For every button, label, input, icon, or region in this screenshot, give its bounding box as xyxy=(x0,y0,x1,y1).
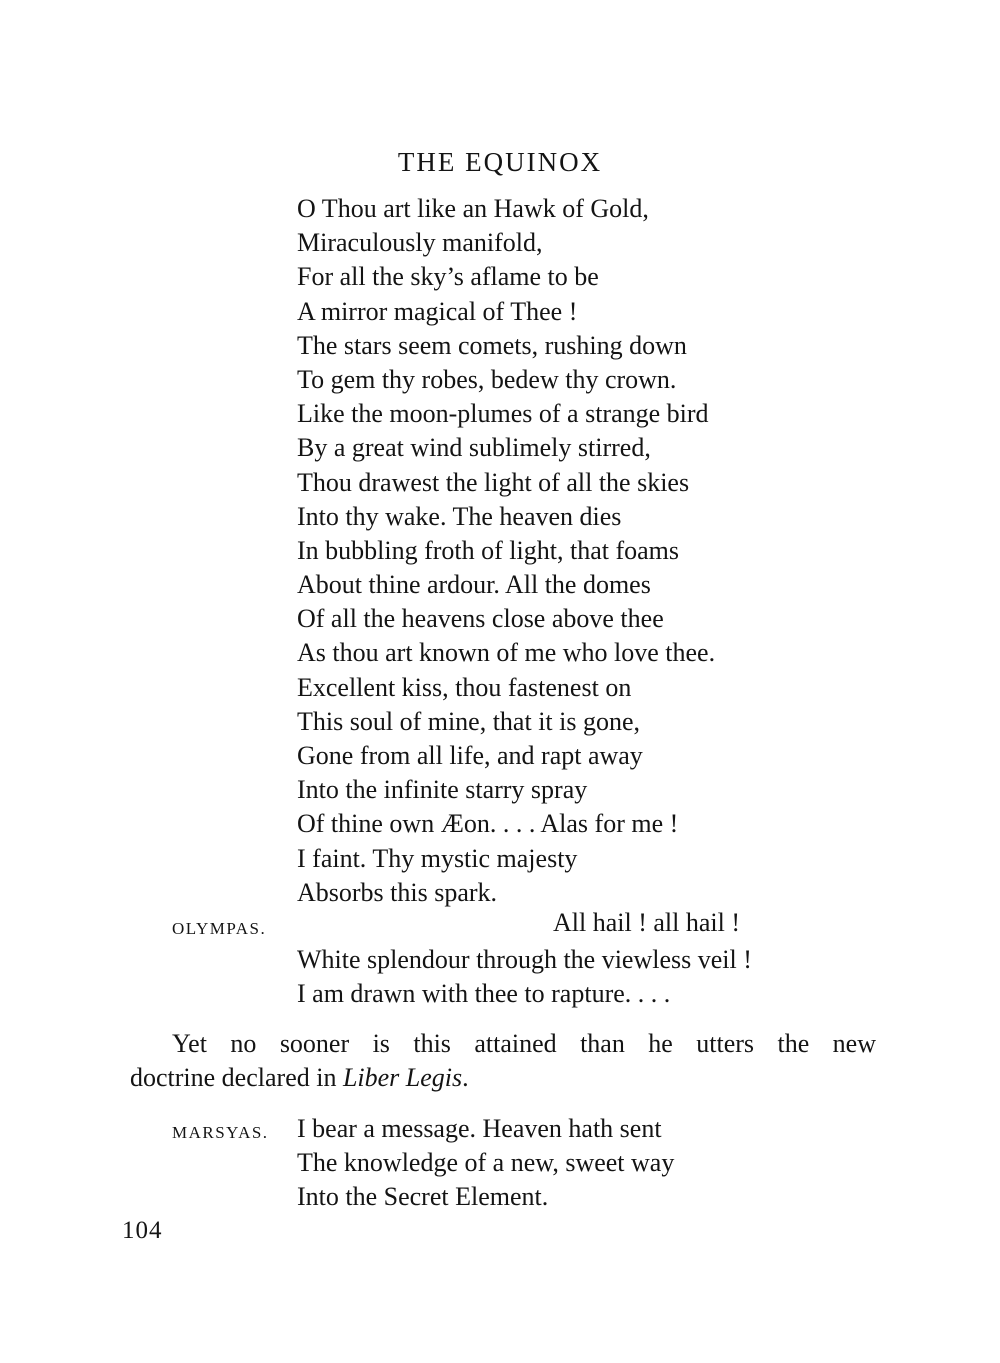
verse-line: To gem thy robes, bedew thy crown. xyxy=(297,364,677,394)
verse-line: White splendour through the viewless veil ! xyxy=(297,945,752,974)
olympas-reply xyxy=(297,943,917,1011)
page-number: 104 xyxy=(122,1217,163,1244)
prose-text: . xyxy=(462,1063,469,1093)
verse-line: Into the infinite starry spray xyxy=(297,775,588,805)
verse-line: The knowledge of a new, sweet way xyxy=(297,1148,675,1178)
olympas-hail: All hail ! all hail ! xyxy=(553,908,741,937)
verse-line: Thou drawest the light of all the skies xyxy=(297,467,690,497)
prose-text: doctrine declared in xyxy=(130,1063,343,1093)
verse-block xyxy=(297,192,917,910)
verse-line: By a great wind sublimely stirred, xyxy=(297,433,651,463)
verse-line: Into thy wake. The heaven dies xyxy=(297,501,622,531)
verse-line: Like the moon-plumes of a strange bird xyxy=(297,399,709,429)
verse-line: I am drawn with thee to rapture. . . . xyxy=(297,979,671,1009)
verse-line: Of thine own Æon. . . . Alas for me ! xyxy=(297,809,679,839)
verse-line: Of all the heavens close above thee xyxy=(297,604,664,634)
verse-line: I faint. Thy mystic majesty xyxy=(297,843,578,873)
verse-line: This soul of mine, that it is gone, xyxy=(297,706,641,736)
speaker-marsyas: MARSYAS. xyxy=(172,1123,269,1142)
book-title-italic: Liber Legis xyxy=(342,1063,463,1093)
verse-line: Excellent kiss, thou fastenest on xyxy=(297,672,632,702)
verse-line: Gone from all life, and rapt away xyxy=(297,741,643,770)
speaker-olympas: OLYMPAS. xyxy=(172,919,267,938)
marsyas-verse xyxy=(297,1112,917,1215)
verse-line: I bear a message. Heaven hath sent xyxy=(297,1114,662,1143)
verse-line: O Thou art like an Hawk of Gold, xyxy=(297,194,649,223)
verse-line: In bubbling froth of light, that foams xyxy=(297,535,680,565)
prose-paragraph xyxy=(130,1027,876,1095)
verse-line: A mirror magical of Thee ! xyxy=(297,296,578,326)
verse-line: Into the Secret Element. xyxy=(297,1182,549,1212)
verse-line: Absorbs this spark. xyxy=(297,877,498,907)
verse-line: The stars seem comets, rushing down xyxy=(297,330,687,360)
verse-line: For all the sky’s aflame to be xyxy=(297,262,599,292)
verse-line: As thou art known of me who love thee. xyxy=(297,638,716,668)
prose-line-1: Yet no sooner is this attained than he utters the new xyxy=(172,1029,876,1058)
running-header: THE EQUINOX xyxy=(397,147,603,177)
verse-line: Miraculously manifold, xyxy=(297,228,543,258)
verse-line: About thine ardour. All the domes xyxy=(297,570,651,600)
prose-line-2 xyxy=(130,1061,876,1095)
